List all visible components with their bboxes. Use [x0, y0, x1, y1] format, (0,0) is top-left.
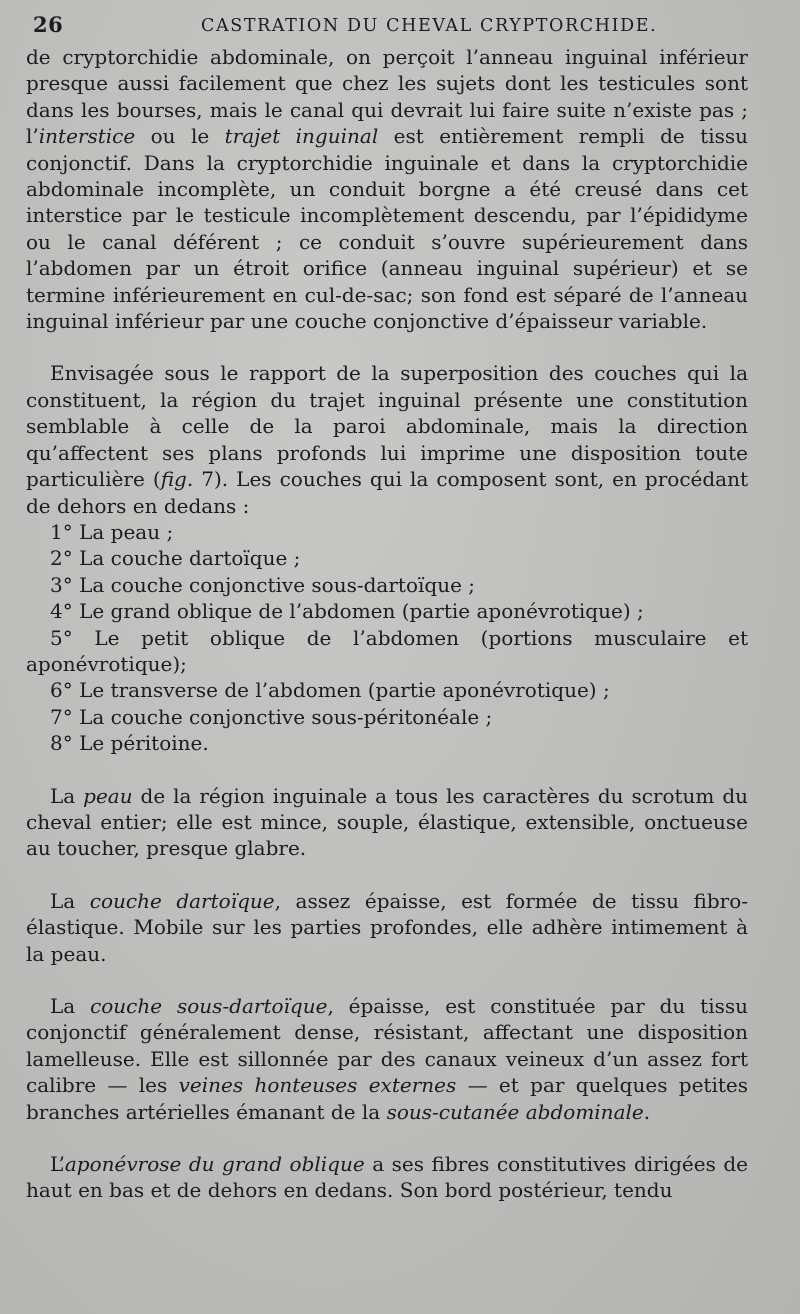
paragraph-2-italic-fig: fig. [160, 467, 194, 492]
list-item: 8° Le péritoine. [50, 731, 209, 756]
paragraph-5-text-a: La [50, 994, 91, 1018]
paragraph-5-text-c: — et par quelques petites branches artérielles émanant de la [26, 1073, 749, 1124]
page-header [26, 0, 750, 44]
paragraph-1-italic-trajet: trajet inguinal [224, 124, 379, 149]
paragraph-5-italic-sous-cutanee: sous-cutanée abdominale [386, 1099, 644, 1124]
paragraph-2-text-b: 7). Les couches qui la composent sont, en procédant de dehors en dedans : [26, 467, 748, 518]
paragraph-6 [26, 1151, 748, 1204]
list-item: 1° La peau ; [50, 519, 174, 544]
paragraph-5 [26, 993, 748, 1125]
paragraph-5-text-d: . [643, 1099, 651, 1124]
paragraph-6-text-b: a ses fibres constitutives dirigées de haut en bas et de dehors en dedans. Son bord postérieur, tendu [26, 1152, 748, 1203]
paragraph-4-text-b: , assez épaisse, est formée de tissu fibro-élastique. Mobile sur les parties profondes, elle adhère intimement à la peau. [26, 888, 749, 966]
paragraph-2-text-a: Envisagée sous le rapport de la superposition des couches qui la constituent, la région du trajet inguinal présente une constitution semblable à celle de la paroi abdominale, mais la direction qu’affectent ses plans profonds lui imprime une disposition toute particulière ( [26, 361, 748, 492]
paragraph-1-text-a: de cryptorchidie abdominale, on perçoit l’anneau inguinal inférieur presque aussi facilement que chez les sujets dont les testicules sont dans les bourses, mais le canal qui devrait lui faire suite n’existe pas ; l’ [26, 45, 748, 149]
body-text [26, 44, 748, 1204]
list-item: 6° Le transverse de l’abdomen (partie aponévrotique) ; [50, 678, 610, 703]
paragraph-5-text-b: , épaisse, est constituée par du tissu conjonctif généralement dense, résistant, affectant une disposition lamelleuse. Elle est sillonnée par des canaux veineux d’un assez fort calibre — les [26, 994, 748, 1098]
paragraph-4 [26, 888, 748, 967]
paragraph-1-italic-interstice: interstice [38, 124, 136, 149]
running-title: CASTRATION DU CHEVAL CRYPTORCHIDE. [201, 16, 658, 36]
paragraph-6-italic-aponevrose: aponévrose du grand oblique [64, 1152, 365, 1177]
list-item: 7° La couche conjonctive sous-péritonéale ; [50, 704, 493, 729]
paragraph-2 [26, 360, 748, 518]
paragraph-3-italic-peau: peau [83, 783, 133, 808]
list-item: 3° La couche conjonctive sous-dartoïque ; [50, 572, 475, 597]
paragraph-1-text-b: ou le [135, 124, 225, 149]
paragraph-3-text-b: de la région inguinale a tous les caractères du scrotum du cheval entier; elle est mince, souple, élastique, extensible, onctueuse au toucher, presque glabre. [26, 783, 749, 861]
list-item: 4° Le grand oblique de l’abdomen (partie aponévrotique) ; [50, 599, 644, 624]
paragraph-1-text-c: est entièrement rempli de tissu conjonctif. Dans la cryptorchidie inguinale et dans la cryptorchidie abdominale incomplète, un conduit borgne a été creusé dans cet interstice par le testicule incomplètement descendu, par l’épididyme ou le canal déférent ; ce conduit s’ouvre supérieurement dans l’abdomen par un étroit orifice (anneau inguinal supérieur) et se termine inférieurement en cul-de-sac; son fond est séparé de l’anneau inguinal inférieur par une couche conjonctive d’épaisseur variable. [26, 124, 748, 334]
paragraph-5-italic-sous-dartoique: couche sous-dartoïque [90, 994, 328, 1018]
paragraph-4-text-a: La [50, 888, 90, 913]
paragraph-4-italic-dartoique: couche dartoïque [89, 888, 275, 913]
list-item: 2° La couche dartoïque ; [50, 546, 301, 571]
paragraph-3 [26, 783, 748, 862]
paragraph-6-text-a: L’ [50, 1152, 65, 1177]
list-item: 5° Le petit oblique de l’abdomen (portions musculaire et aponévrotique); [26, 625, 748, 676]
paragraph-3-text-a: La [50, 783, 84, 808]
paragraph-1 [26, 44, 748, 334]
paragraph-5-italic-veines: veines honteuses externes [178, 1073, 457, 1098]
page-number: 26 [33, 12, 64, 37]
